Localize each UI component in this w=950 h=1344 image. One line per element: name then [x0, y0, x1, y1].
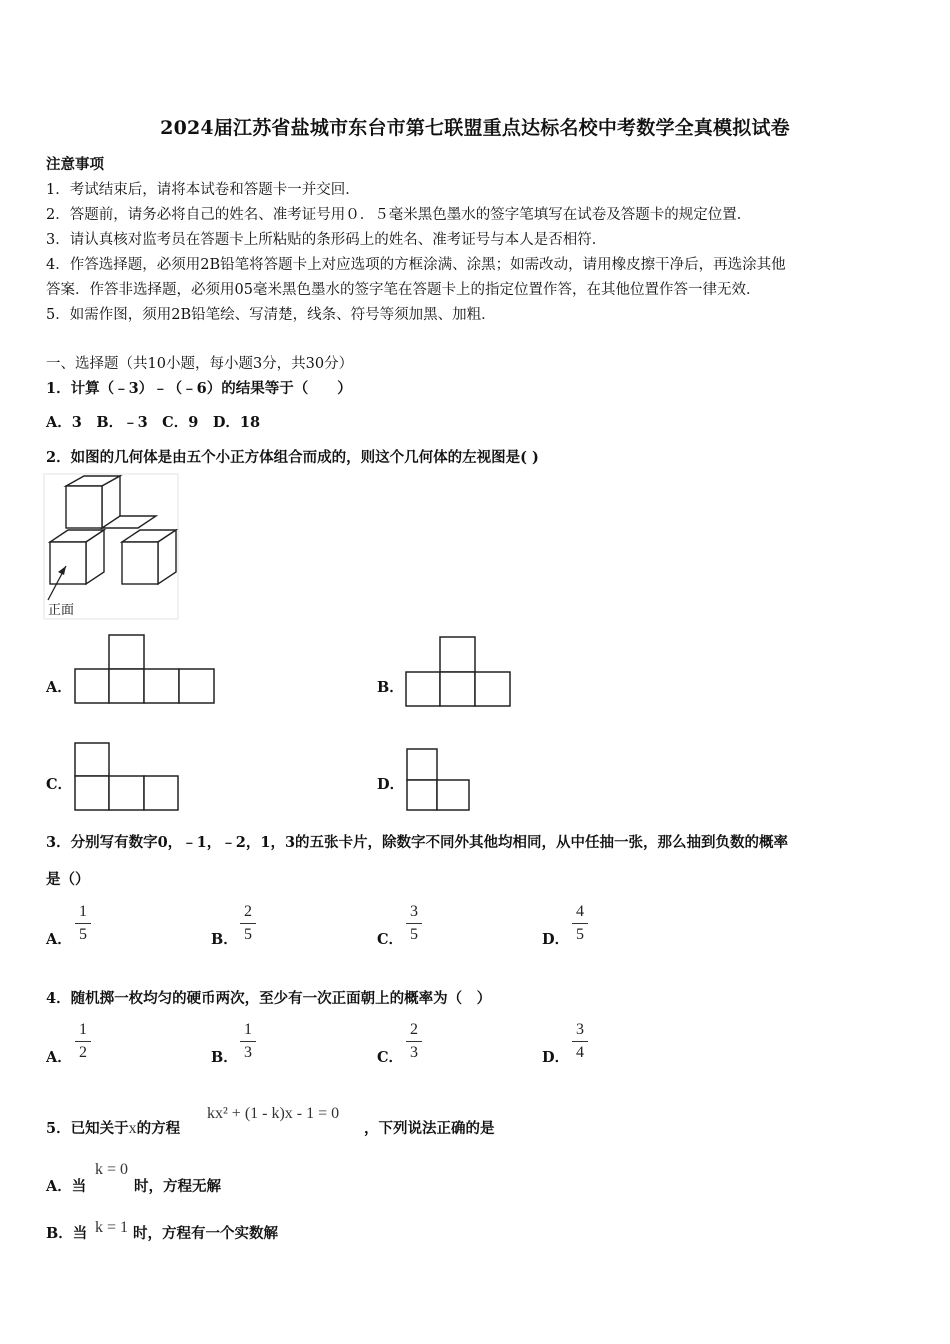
notice-item: 2．答题前，请务必将自己的姓名、准考证号用０．５毫米黑色墨水的签字笔填写在试卷及答题卡的规定位置．	[46, 207, 752, 223]
question-1-stem: 1．计算（﹣3）﹣（﹣6）的结果等于（ ）	[46, 380, 352, 397]
fraction: 1 5	[75, 903, 91, 944]
fraction: 1 2	[75, 1021, 91, 1062]
view-option-a	[74, 634, 216, 704]
view-option-d	[406, 748, 472, 812]
option-text: 时，方程有一个实数解	[133, 1225, 278, 1242]
question-2-stem: 2．如图的几何体是由五个小正方体组合而成的，则这个几何体的左视图是( )	[46, 449, 539, 466]
notice-item: 4．作答选择题，必须用2B铅笔将答题卡上对应选项的方框涂满、涂黑；如需改动，请用橡皮擦干净后，再选涂其他	[46, 257, 786, 273]
question-1-options: A．3 B．﹣3 C．9 D．18	[46, 414, 261, 431]
fraction: 2 5	[240, 903, 256, 944]
section-heading: 一、选择题（共10小题，每小题3分，共30分）	[46, 356, 354, 372]
option-label: A．	[46, 1049, 72, 1066]
option-label: C．	[46, 776, 73, 793]
fraction: 3 4	[572, 1021, 588, 1062]
question-4-stem: 4．随机掷一枚均匀的硬币两次，至少有一次正面朝上的概率为（ ）	[46, 990, 492, 1007]
option-label: C．	[377, 1049, 404, 1066]
option-label: B．当	[46, 1225, 88, 1242]
option-label: D．	[542, 1049, 570, 1066]
option-text: 时，方程无解	[134, 1178, 221, 1195]
front-label: 正面	[48, 603, 75, 618]
question-3-stem: 3．分别写有数字0，﹣1，﹣2，1，3的五张卡片，除数字不同外其他均相同，从中任抽一张，那么抽到负数的概率	[46, 834, 789, 851]
notice-item: 5．如需作图，须用2B铅笔绘、写清楚，线条、符号等须加黑、加粗．	[46, 307, 496, 323]
option-label: C．	[377, 931, 404, 948]
option-label: A．	[46, 931, 72, 948]
math-expression: k = 0	[95, 1161, 129, 1178]
notice-heading: 注意事项	[46, 156, 104, 173]
math-expression: k = 1	[95, 1219, 129, 1236]
option-label: D．	[377, 776, 405, 793]
view-option-c	[74, 742, 180, 812]
fraction: 1 3	[240, 1021, 256, 1062]
question-3-stem-cont: 是（）	[46, 871, 90, 888]
option-label: A．当	[46, 1178, 87, 1195]
option-label: B．	[211, 1049, 238, 1066]
question-5-stem-end: ，下列说法正确的是	[364, 1120, 495, 1137]
page-title: 2024届江苏省盐城市东台市第七联盟重点达标名校中考数学全真模拟试卷	[160, 117, 790, 139]
notice-item: 3．请认真核对监考员在答题卡上所粘贴的条形码上的姓名、准考证号与本人是否相符．	[46, 232, 607, 248]
option-label: A．	[46, 679, 72, 696]
fraction: 4 5	[572, 903, 588, 944]
fraction: 3 5	[406, 903, 422, 944]
question-5-stem: 5．已知关于x的方程	[46, 1120, 181, 1137]
option-label: D．	[542, 931, 570, 948]
notice-item: 答案．作答非选择题，必须用05毫米黑色墨水的签字笔在答题卡上的指定位置作答，在其他位置作答一律无效．	[46, 282, 761, 298]
view-option-b	[405, 636, 513, 708]
option-label: B．	[211, 931, 238, 948]
fraction: 2 3	[406, 1021, 422, 1062]
notice-item: 1．考试结束后，请将本试卷和答题卡一并交回．	[46, 182, 360, 198]
equation: kx² + (1 - k)x - 1 = 0	[207, 1105, 340, 1122]
option-label: B．	[377, 679, 404, 696]
